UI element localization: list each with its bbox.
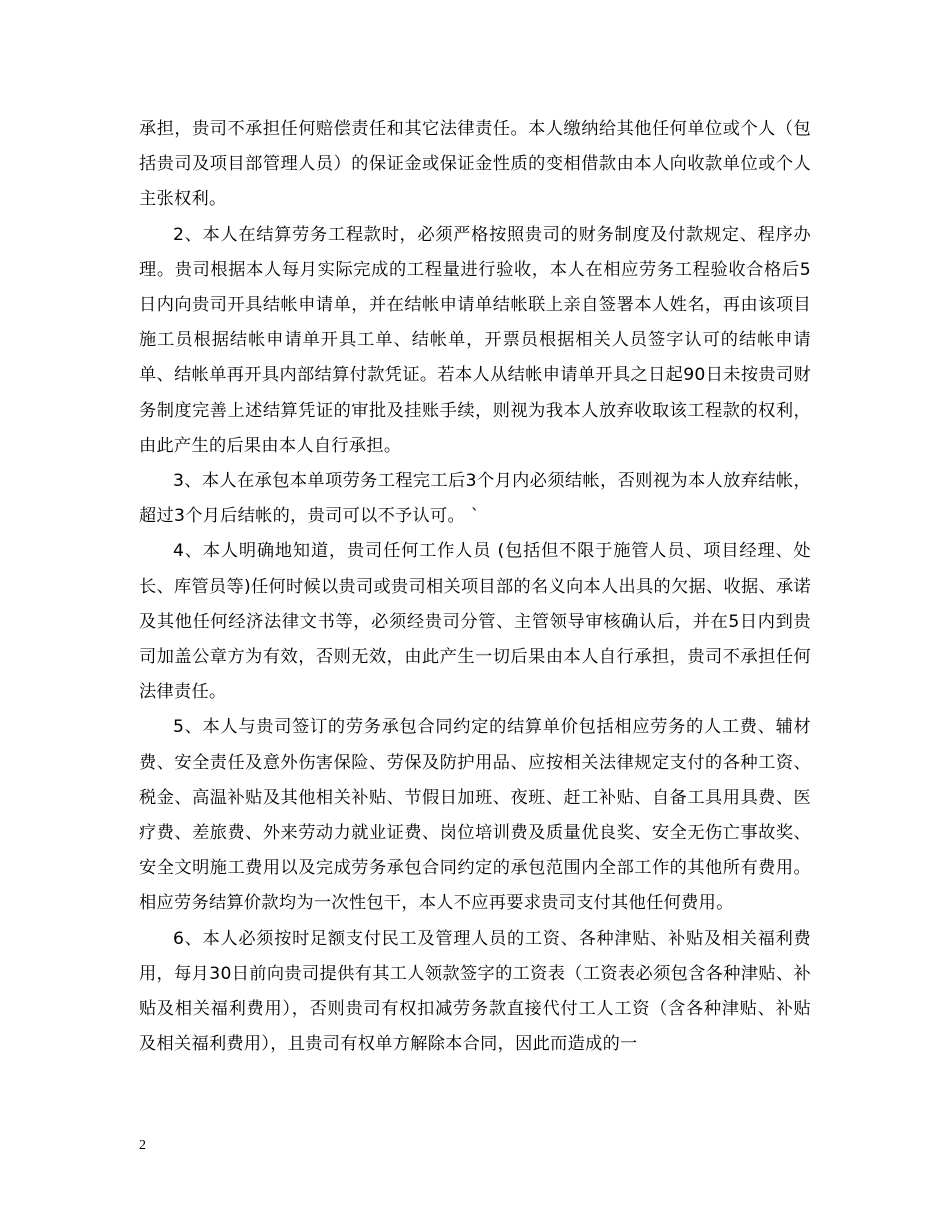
paragraph-continuation: 承担，贵司不承担任何赔偿责任和其它法律责任。本人缴纳给其他任何单位或个人（包括贵司及项目部管理人员）的保证金或保证金性质的变相借款由本人向收款单位或个人主张权利。 — [139, 119, 811, 210]
paragraph-clause-6: 6、本人必须按时足额支付民工及管理人员的工资、各种津贴、补贴及相关福利费用，每月30日前向贵司提供有其工人领款签字的工资表（工资表必须包含各种津贴、补贴及相关福利费用），否则贵司有权扣减劳务款直接代付工人工资（含各种津贴、补贴及相关福利费用），且贵司有权单方解除本合同，因此而造成的一 — [139, 928, 811, 1055]
paragraph-clause-2: 2、本人在结算劳务工程款时，必须严格按照贵司的财务制度及付款规定、程序办理。贵司根据本人每月实际完成的工程量进行验收，本人在相应劳务工程验收合格后5日内向贵司开具结帐申请单，并在结帐申请单结帐联上亲自签署本人姓名，再由该项目施工员根据结帐申请单开具工单、结帐单，开票员根据相关人员签字认可的结帐申请单、结帐单再开具内部结算付款凭证。若本人从结帐申请单开具之日起90日未按贵司财务制度完善上述结算凭证的审批及挂账手续，则视为我本人放弃收取该工程款的权利，由此产生的后果由本人自行承担。 — [139, 224, 811, 456]
document-body — [139, 112, 811, 1062]
paragraph-clause-4: 4、本人明确地知道，贵司任何工作人员 (包括但不限于施管人员、项目经理、处长、库管员等)任何时候以贵司或贵司相关项目部的名义向本人出具的欠据、收据、承诺及其他任何经济法律文书等，必须经贵司分管、主管领导审核确认后，并在5日内到贵司加盖公章方为有效，否则无效，由此产生一切后果由本人自行承担，贵司不承担任何法律责任。 — [139, 541, 811, 703]
paragraph-clause-5: 5、本人与贵司签订的劳务承包合同约定的结算单价包括相应劳务的人工费、辅材费、安全责任及意外伤害保险、劳保及防护用品、应按相关法律规定支付的各种工资、税金、高温补贴及其他相关补贴、节假日加班、夜班、赶工补贴、自备工具用具费、医疗费、差旅费、外来劳动力就业证费、岗位培训费及质量优良奖、安全无伤亡事故奖、安全文明施工费用以及完成劳务承包合同约定的承包范围内全部工作的其他所有费用。相应劳务结算价款均为一次性包干，本人不应再要求贵司支付其他任何费用。 — [139, 717, 811, 914]
paragraph-clause-3: 3、本人在承包本单项劳务工程完工后3个月内必须结帐，否则视为本人放弃结帐，超过3个月后结帐的，贵司可以不予认可。 ` — [139, 471, 811, 527]
page-number: 2 — [139, 1138, 146, 1153]
